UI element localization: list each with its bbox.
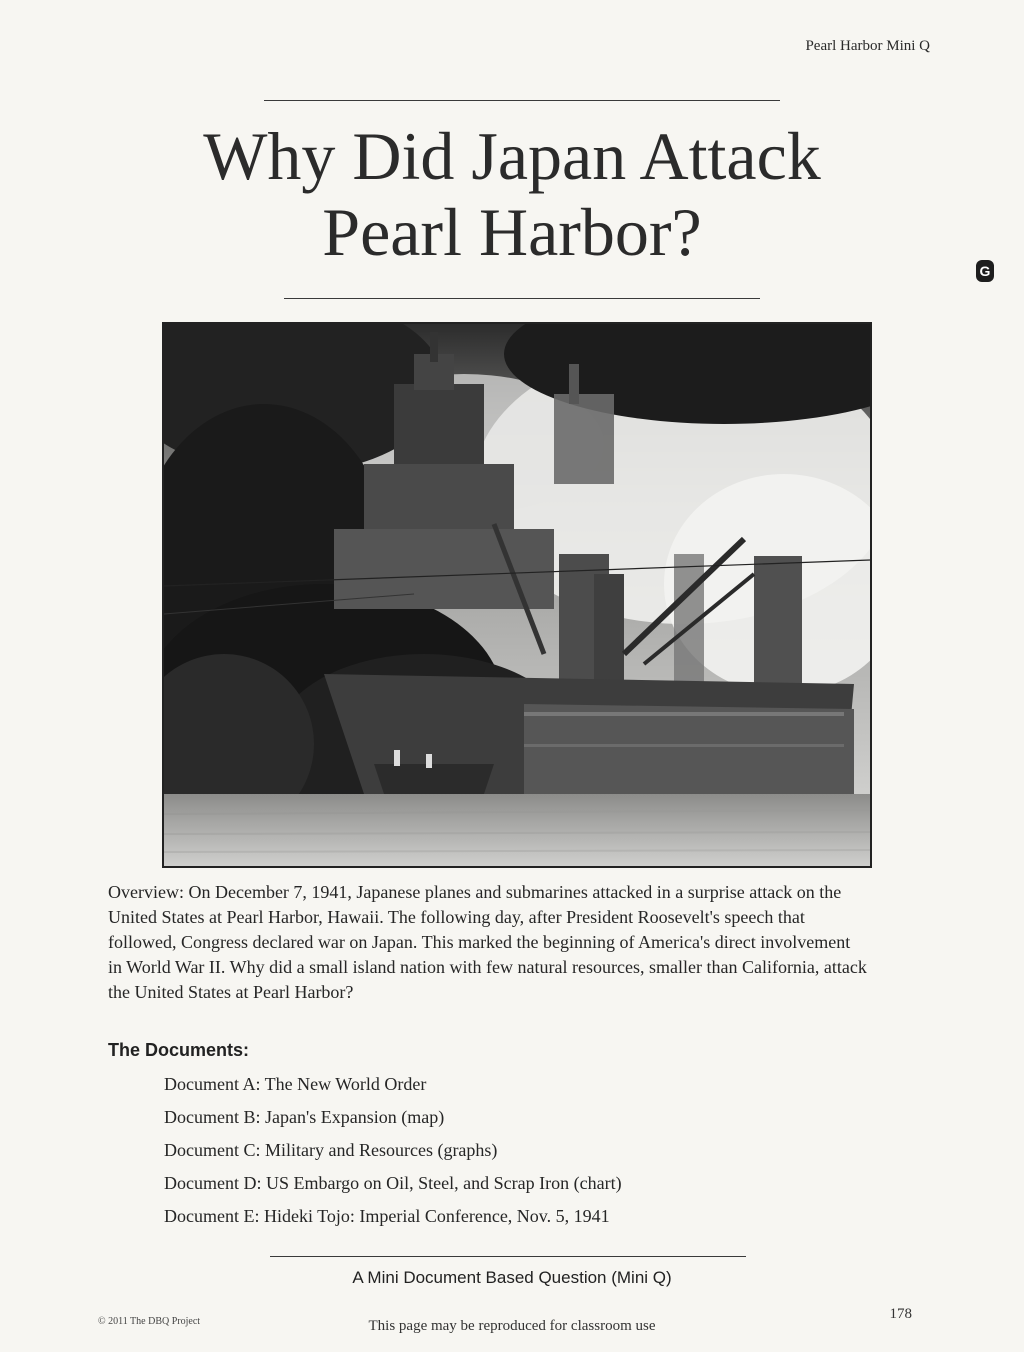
- footer-rule: [270, 1256, 746, 1257]
- documents-list: [164, 1068, 622, 1233]
- title-top-rule: [264, 100, 780, 101]
- reproduction-notice: This page may be reproduced for classroom use: [368, 1318, 656, 1334]
- section-tab-badge: G: [976, 260, 994, 282]
- page-number: 178: [889, 1306, 912, 1322]
- page-title-line-1: Why Did Japan Attack: [203, 118, 821, 194]
- battleship-smoke-illustration: [164, 324, 870, 866]
- pearl-harbor-photo: [162, 322, 872, 868]
- documents-heading: The Documents:: [108, 1040, 250, 1060]
- document-item: Document E: Hideki Tojo: Imperial Conference, Nov. 5, 1941: [164, 1206, 610, 1226]
- page-title: [0, 118, 1024, 270]
- document-item: Document B: Japan's Expansion (map): [164, 1107, 445, 1127]
- overview-paragraph: Overview: On December 7, 1941, Japanese planes and submarines attacked in a surprise attack on the United States at Pearl Harbor, Hawaii. The following day, after President Roosevelt's speech that followed, Congress declared war on Japan. This marked the beginning of America's direct involvement in World War II. Why did a small island nation with few natural resources, smaller than California, attack the United States at Pearl Harbor?: [108, 882, 867, 1002]
- copyright-text: © 2011 The DBQ Project: [98, 1316, 201, 1327]
- document-item: Document D: US Embargo on Oil, Steel, and Scrap Iron (chart): [164, 1173, 622, 1193]
- page-title-line-2: Pearl Harbor?: [322, 194, 702, 270]
- running-head: Pearl Harbor Mini Q: [805, 38, 930, 54]
- title-bottom-rule: [284, 298, 760, 299]
- document-item: Document C: Military and Resources (graphs): [164, 1140, 498, 1160]
- mini-q-label: A Mini Document Based Question (Mini Q): [352, 1268, 672, 1287]
- document-item: Document A: The New World Order: [164, 1074, 427, 1094]
